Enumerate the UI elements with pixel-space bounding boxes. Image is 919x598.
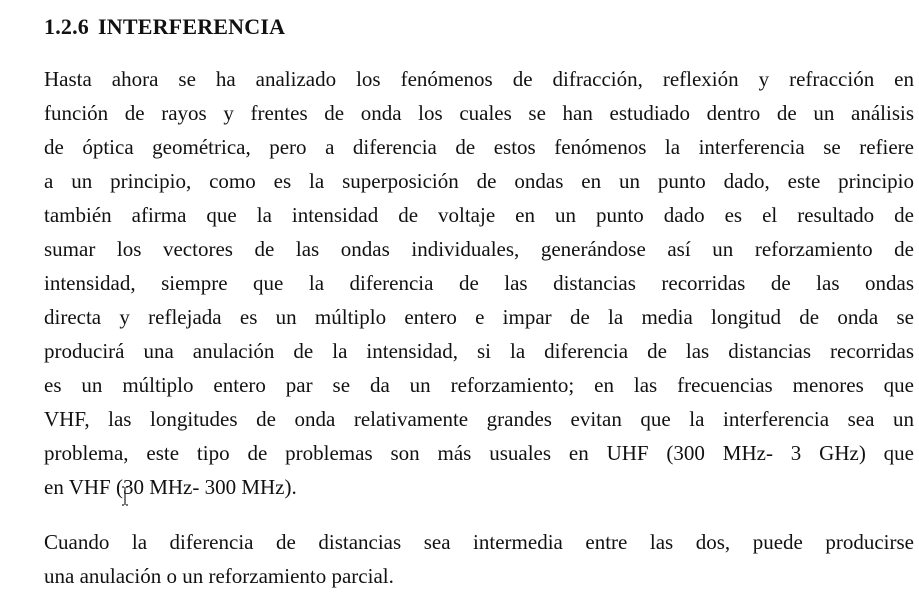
paragraph-line: en VHF (30 MHz- 300 MHz). bbox=[44, 475, 297, 499]
paragraph-line: problema, este tipo de problemas son más usuales en UHF (300 MHz- 3 GHz) que bbox=[44, 441, 914, 465]
paragraph-line: Hasta ahora se ha analizado los fenómenos de difracción, reflexión y refracción en bbox=[44, 67, 914, 91]
paragraph-line: sumar los vectores de las ondas individuales, generándose así un reforzamiento de bbox=[44, 237, 914, 261]
paragraph-line: intensidad, siempre que la diferencia de las distancias recorridas de las ondas bbox=[44, 271, 914, 295]
paragraph-line: una anulación o un reforzamiento parcial. bbox=[44, 564, 394, 588]
paragraph-line: producirá una anulación de la intensidad, si la diferencia de las distancias recorridas bbox=[44, 339, 914, 363]
paragraph-line: a un principio, como es la superposición de ondas en un punto dado, este principio bbox=[44, 169, 914, 193]
section-number: 1.2.6 bbox=[44, 14, 89, 39]
paragraph-line: es un múltiplo entero par se da un reforzamiento; en las frecuencias menores que bbox=[44, 373, 914, 397]
section-heading bbox=[44, 14, 285, 40]
paragraph-line: también afirma que la intensidad de voltaje en un punto dado es el resultado de bbox=[44, 203, 914, 227]
paragraph-line: VHF, las longitudes de onda relativamente grandes evitan que la interferencia sea un bbox=[44, 407, 914, 431]
section-title: INTERFERENCIA bbox=[98, 14, 286, 39]
paragraph-line: Cuando la diferencia de distancias sea intermedia entre las dos, puede producirse bbox=[44, 530, 914, 554]
paragraph-line: función de rayos y frentes de onda los cuales se han estudiado dentro de un análisis bbox=[44, 101, 914, 125]
text-cursor-icon bbox=[120, 486, 130, 506]
paragraph-line: de óptica geométrica, pero a diferencia de estos fenómenos la interferencia se refiere bbox=[44, 135, 914, 159]
paragraph-line: directa y reflejada es un múltiplo entero e impar de la media longitud de onda se bbox=[44, 305, 914, 329]
